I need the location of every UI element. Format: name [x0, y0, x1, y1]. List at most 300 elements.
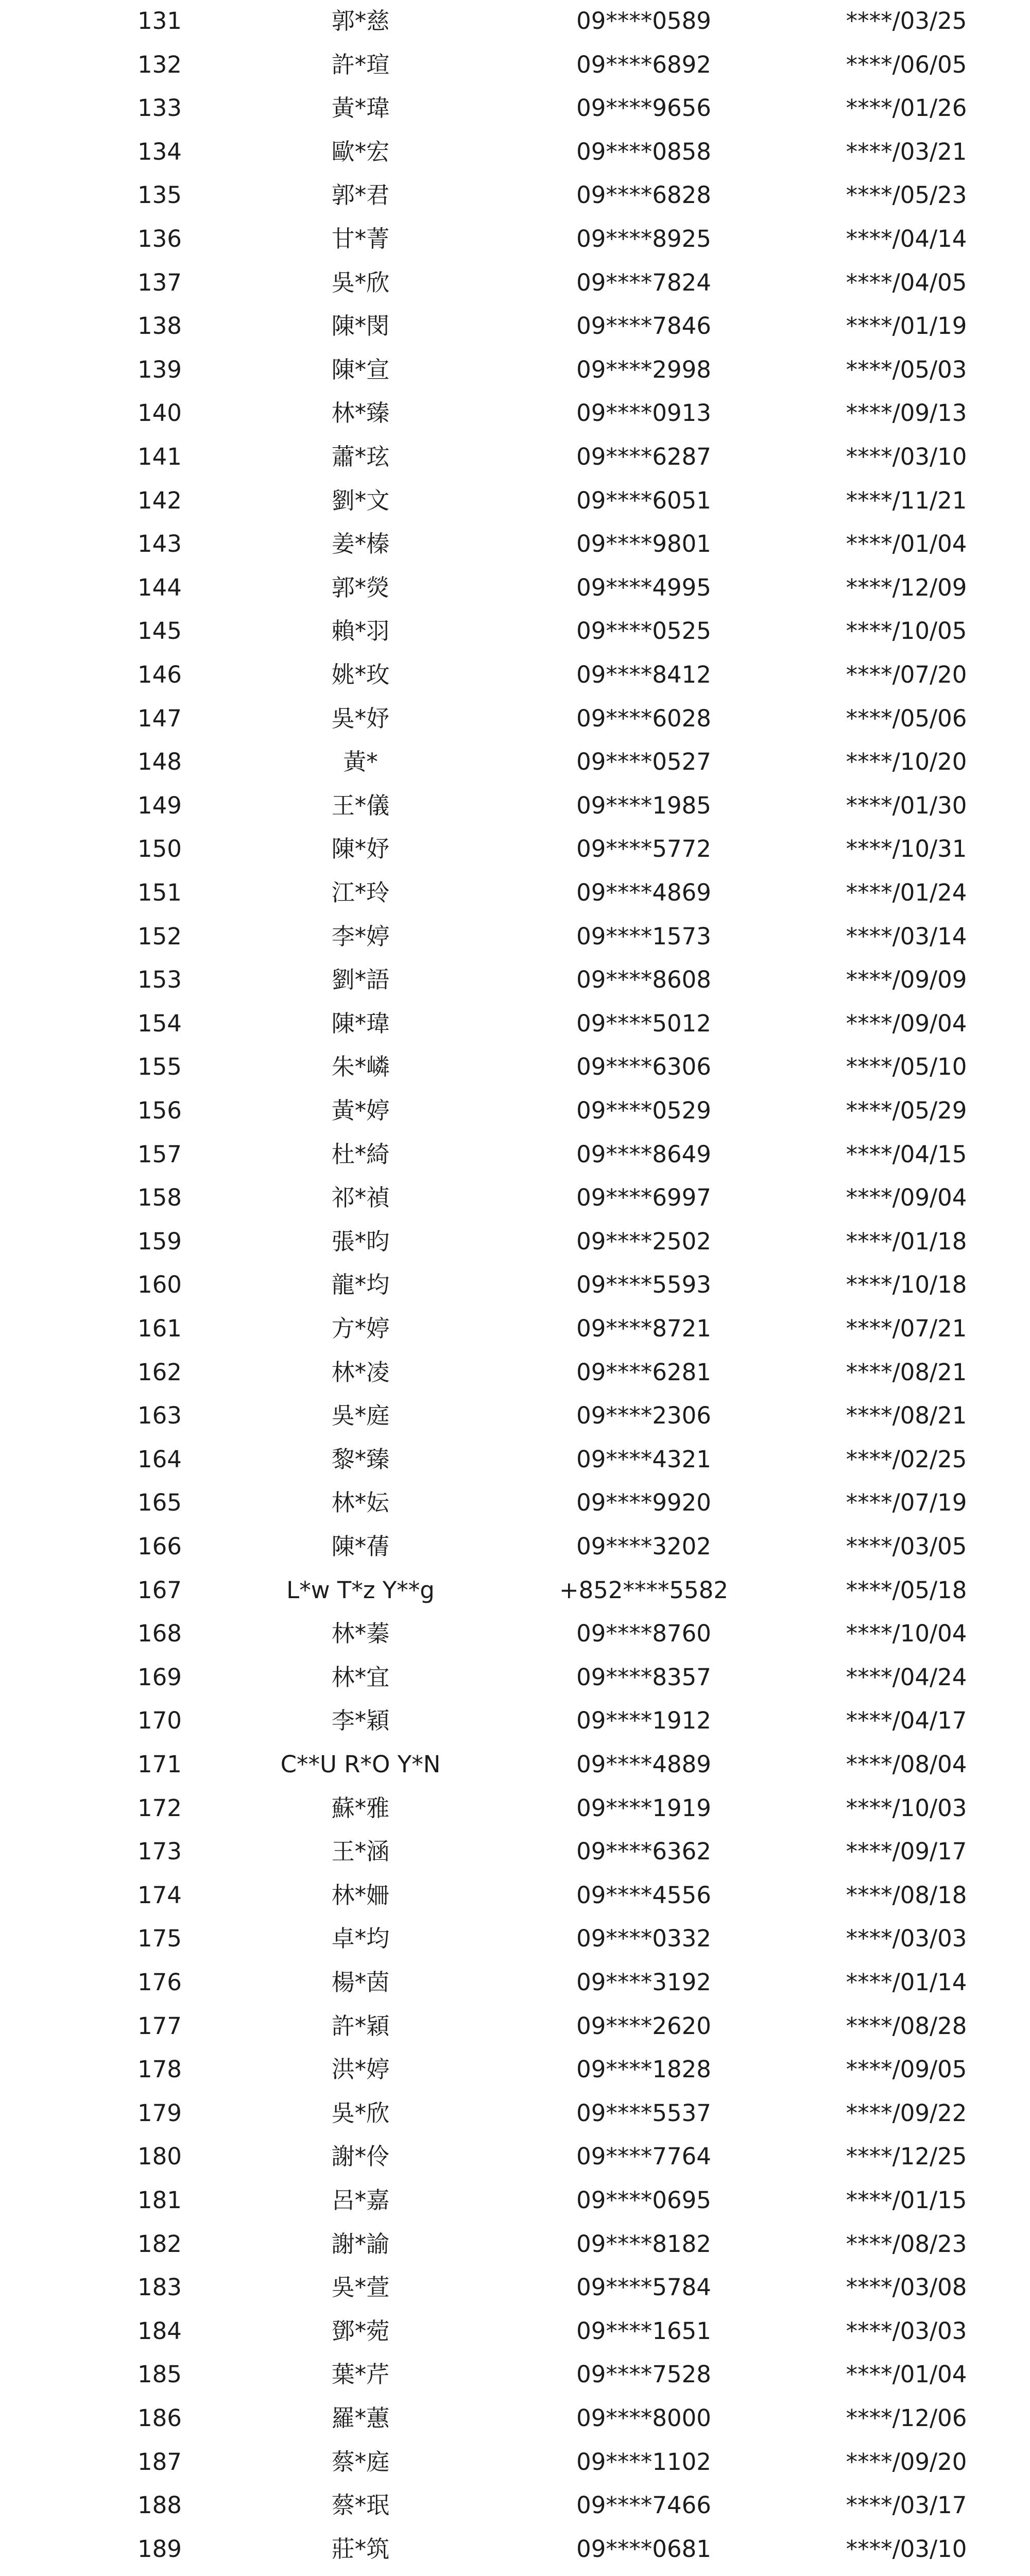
masked-phone: 09****4995	[576, 573, 711, 601]
masked-name: 劉*語	[331, 966, 390, 994]
masked-name: 吳*妤	[331, 704, 390, 732]
masked-name: 黎*臻	[331, 1445, 390, 1473]
row-number: 147	[138, 704, 182, 732]
masked-name: 呂*嘉	[331, 2187, 390, 2214]
row-number: 131	[138, 7, 182, 35]
masked-name: 謝*諭	[331, 2230, 390, 2258]
masked-phone: 09****1651	[576, 2317, 711, 2345]
row-number: 164	[138, 1445, 182, 1473]
masked-name: 林*凌	[331, 1358, 390, 1386]
masked-date: ****/08/28	[846, 2012, 967, 2040]
masked-phone: 09****2620	[576, 2012, 711, 2040]
masked-date: ****/04/14	[846, 225, 967, 252]
row-number: 172	[138, 1794, 182, 1822]
table-row	[0, 1089, 1030, 1133]
masked-date: ****/03/03	[846, 1925, 967, 1953]
masked-date: ****/05/10	[846, 1053, 967, 1081]
table-row	[0, 2223, 1030, 2266]
masked-date	[783, 2571, 1030, 2576]
masked-name: 陳*宣	[331, 355, 390, 383]
masked-date: ****/10/05	[846, 617, 967, 645]
masked-date: ****/03/17	[846, 2492, 967, 2519]
row-number: 166	[138, 1533, 182, 1560]
table-row	[0, 827, 1030, 871]
table-row	[0, 43, 1030, 87]
masked-name: 江*玲	[331, 879, 390, 906]
masked-date: ****/08/21	[846, 1402, 967, 1430]
masked-date: ****/04/24	[846, 1663, 967, 1691]
row-number: 141	[138, 443, 182, 470]
row-number: 173	[138, 1838, 182, 1866]
masked-phone: 09****7466	[576, 2492, 711, 2519]
masked-date: ****/09/04	[846, 1184, 967, 1212]
masked-phone: 09****6892	[576, 50, 711, 78]
masked-name: 郭*君	[331, 181, 390, 209]
masked-phone: 09****1102	[576, 2448, 711, 2476]
masked-name	[216, 2571, 505, 2576]
masked-name: 陳*瑋	[331, 1009, 390, 1037]
table-row	[0, 348, 1030, 392]
masked-phone: +852****5582	[559, 1576, 729, 1604]
table-row	[0, 174, 1030, 217]
masked-name: 杜*綺	[331, 1140, 390, 1168]
masked-phone: 09****6362	[576, 1838, 711, 1866]
table-row	[0, 1176, 1030, 1220]
masked-phone: 09****7846	[576, 312, 711, 340]
masked-date: ****/07/19	[846, 1489, 967, 1517]
masked-phone: 09****8721	[576, 1315, 711, 1342]
masked-date: ****/03/08	[846, 2274, 967, 2301]
masked-phone: 09****7764	[576, 2143, 711, 2171]
table-row	[0, 1220, 1030, 1264]
masked-date: ****/09/09	[846, 966, 967, 994]
masked-name: 葉*芹	[331, 2361, 390, 2388]
masked-date: ****/01/04	[846, 2361, 967, 2388]
table-row	[0, 958, 1030, 1002]
row-number: 148	[138, 748, 182, 776]
row-number: 142	[138, 486, 182, 514]
masked-name: 姜*榛	[331, 530, 390, 558]
masked-date: ****/02/25	[846, 1445, 967, 1473]
table-row	[0, 653, 1030, 697]
row-number: 163	[138, 1402, 182, 1430]
masked-phone: 09****5772	[576, 835, 711, 863]
row-number: 133	[138, 94, 182, 122]
table-row	[0, 1612, 1030, 1656]
masked-name: 羅*蕙	[331, 2404, 390, 2432]
row-number: 144	[138, 573, 182, 601]
masked-date: ****/01/19	[846, 312, 967, 340]
row-number: 171	[138, 1751, 182, 1778]
masked-date: ****/01/30	[846, 791, 967, 819]
masked-name: L*w T*z Y**g	[286, 1576, 435, 1604]
masked-name: 吳*萱	[331, 2274, 390, 2301]
row-number: 177	[138, 2012, 182, 2040]
masked-date: ****/10/04	[846, 1620, 967, 1648]
masked-name: 方*婷	[331, 1315, 390, 1342]
masked-date: ****/03/03	[846, 2317, 967, 2345]
masked-phone: 09****2998	[576, 355, 711, 383]
table-row	[0, 304, 1030, 348]
masked-date: ****/03/21	[846, 138, 967, 165]
masked-name: 許*瑄	[331, 50, 390, 78]
masked-phone: 09****8000	[576, 2404, 711, 2432]
masked-name: 楊*茵	[331, 1969, 390, 1996]
row-number: 153	[138, 966, 182, 994]
masked-name: 黃*	[343, 748, 378, 776]
table-row	[0, 2048, 1030, 2092]
masked-name: 歐*宏	[331, 138, 390, 165]
masked-name: 朱*嶙	[331, 1053, 390, 1081]
row-number: 183	[138, 2274, 182, 2301]
masked-phone: 09****1828	[576, 2056, 711, 2083]
masked-name: 洪*婷	[331, 2056, 390, 2083]
row-number: 179	[138, 2099, 182, 2127]
row-number: 139	[138, 355, 182, 383]
table-row	[0, 2266, 1030, 2310]
table-row	[0, 1002, 1030, 1046]
table-row	[0, 1307, 1030, 1351]
masked-phone: 09****7824	[576, 268, 711, 296]
masked-date: ****/11/21	[846, 486, 967, 514]
masked-phone: 09****2502	[576, 1227, 711, 1255]
masked-name: 黃*婷	[331, 1097, 390, 1124]
masked-name: 賴*羽	[331, 617, 390, 645]
table-row	[0, 1525, 1030, 1569]
table-row	[0, 87, 1030, 130]
masked-date: ****/01/18	[846, 1227, 967, 1255]
masked-phone: 09****4869	[576, 879, 711, 906]
masked-name: 王*涵	[331, 1838, 390, 1866]
masked-date: ****/08/18	[846, 1881, 967, 1909]
row-number: 135	[138, 181, 182, 209]
masked-phone: 09****0858	[576, 138, 711, 165]
masked-phone: 09****8760	[576, 1620, 711, 1648]
masked-name: 黃*瑋	[331, 94, 390, 122]
masked-name: 吳*欣	[331, 2099, 390, 2127]
table-row	[0, 2571, 1030, 2576]
masked-date: ****/10/18	[846, 1271, 967, 1299]
masked-date: ****/05/23	[846, 181, 967, 209]
table-row	[0, 261, 1030, 305]
table-row	[0, 522, 1030, 566]
masked-date: ****/04/05	[846, 268, 967, 296]
masked-phone: 09****6028	[576, 704, 711, 732]
masked-phone: 09****1912	[576, 1707, 711, 1735]
masked-name: 吳*欣	[331, 268, 390, 296]
row-number: 175	[138, 1925, 182, 1953]
row-number: 187	[138, 2448, 182, 2476]
masked-date: ****/10/31	[846, 835, 967, 863]
table-row	[0, 1438, 1030, 1482]
masked-phone: 09****3192	[576, 1969, 711, 1996]
row-number: 158	[138, 1184, 182, 1212]
row-number: 181	[138, 2187, 182, 2214]
masked-date: ****/01/04	[846, 530, 967, 558]
masked-name: 祁*禎	[331, 1184, 390, 1212]
row-number: 151	[138, 879, 182, 906]
masked-date: ****/04/15	[846, 1140, 967, 1168]
masked-phone: 09****5012	[576, 1009, 711, 1037]
masked-date: ****/10/03	[846, 1794, 967, 1822]
row-number: 152	[138, 922, 182, 950]
masked-date: ****/08/23	[846, 2230, 967, 2258]
table-row	[0, 130, 1030, 174]
masked-name: 林*妘	[331, 1489, 390, 1517]
masked-phone: 09****4889	[576, 1751, 711, 1778]
masked-phone: 09****1985	[576, 791, 711, 819]
table-row	[0, 871, 1030, 915]
masked-name: 卓*均	[331, 1925, 390, 1953]
row-number: 154	[138, 1009, 182, 1037]
masked-phone: 09****6281	[576, 1358, 711, 1386]
masked-phone: 09****9656	[576, 94, 711, 122]
masked-date: ****/10/20	[846, 748, 967, 776]
masked-name: 姚*玫	[331, 661, 390, 688]
table-row	[0, 2092, 1030, 2136]
masked-phone: 09****5537	[576, 2099, 711, 2127]
masked-name: 林*姍	[331, 1881, 390, 1909]
row-number: 174	[138, 1881, 182, 1909]
row-number: 136	[138, 225, 182, 252]
table-row	[0, 1830, 1030, 1874]
table-row	[0, 915, 1030, 959]
row-number: 185	[138, 2361, 182, 2388]
row-number: 168	[138, 1620, 182, 1648]
row-number: 157	[138, 1140, 182, 1168]
masked-name: 劉*文	[331, 486, 390, 514]
row-number: 155	[138, 1053, 182, 1081]
table-row	[0, 2310, 1030, 2353]
masked-date: ****/09/22	[846, 2099, 967, 2127]
table-row	[0, 217, 1030, 261]
table-row	[0, 1045, 1030, 1089]
table-row	[0, 1394, 1030, 1438]
row-number: 160	[138, 1271, 182, 1299]
table-row	[0, 392, 1030, 435]
masked-phone: 09****8608	[576, 966, 711, 994]
masked-name: 王*儀	[331, 791, 390, 819]
masked-date: ****/01/24	[846, 879, 967, 906]
masked-date: ****/03/10	[846, 443, 967, 470]
masked-name: 陳*閔	[331, 312, 390, 340]
masked-phone: 09****6051	[576, 486, 711, 514]
table-row	[0, 1263, 1030, 1307]
masked-date: ****/01/15	[846, 2187, 967, 2214]
masked-name: 蔡*庭	[331, 2448, 390, 2476]
masked-date: ****/05/18	[846, 1576, 967, 1604]
masked-name: 林*臻	[331, 399, 390, 427]
row-number: 156	[138, 1097, 182, 1124]
row-number: 161	[138, 1315, 182, 1342]
row-number: 159	[138, 1227, 182, 1255]
masked-date: ****/03/14	[846, 922, 967, 950]
row-number: 137	[138, 268, 182, 296]
masked-name: 甘*菁	[331, 225, 390, 252]
masked-phone: 09****0525	[576, 617, 711, 645]
masked-phone: 09****2306	[576, 1402, 711, 1430]
masked-phone: 09****0695	[576, 2187, 711, 2214]
masked-date: ****/05/06	[846, 704, 967, 732]
table-row	[0, 2441, 1030, 2484]
masked-phone: 09****5593	[576, 1271, 711, 1299]
row-number: 146	[138, 661, 182, 688]
row-number: 176	[138, 1969, 182, 1996]
table-row	[0, 609, 1030, 653]
masked-phone: 09****6828	[576, 181, 711, 209]
masked-date: ****/08/21	[846, 1358, 967, 1386]
row-number: 138	[138, 312, 182, 340]
masked-phone: 09****7528	[576, 2361, 711, 2388]
table-row	[0, 2005, 1030, 2048]
masked-phone: 09****6997	[576, 1184, 711, 1212]
masked-phone: 09****4321	[576, 1445, 711, 1473]
masked-phone: 09****8182	[576, 2230, 711, 2258]
row-number: 162	[138, 1358, 182, 1386]
masked-name: 張*昀	[331, 1227, 390, 1255]
row-number: 180	[138, 2143, 182, 2171]
masked-phone: 09****5784	[576, 2274, 711, 2301]
masked-phone: 09****1919	[576, 1794, 711, 1822]
masked-date: ****/01/26	[846, 94, 967, 122]
masked-date: ****/05/29	[846, 1097, 967, 1124]
masked-date: ****/08/04	[846, 1751, 967, 1778]
masked-date: ****/12/06	[846, 2404, 967, 2432]
row-number	[103, 2571, 216, 2576]
masked-name: 莊*筑	[331, 2535, 390, 2563]
masked-phone: 09****1573	[576, 922, 711, 950]
masked-phone: 09****0529	[576, 1097, 711, 1124]
masked-date: ****/05/03	[846, 355, 967, 383]
row-number: 182	[138, 2230, 182, 2258]
table-row	[0, 1874, 1030, 1918]
masked-name: 蘇*雅	[331, 1794, 390, 1822]
table-row	[0, 2484, 1030, 2528]
row-number: 167	[138, 1576, 182, 1604]
row-number: 140	[138, 399, 182, 427]
masked-phone: 09****0332	[576, 1925, 711, 1953]
masked-name: 許*穎	[331, 2012, 390, 2040]
table-row	[0, 1787, 1030, 1831]
row-number: 188	[138, 2492, 182, 2519]
masked-phone: 09****0527	[576, 748, 711, 776]
table-row	[0, 479, 1030, 523]
row-number: 145	[138, 617, 182, 645]
row-number: 134	[138, 138, 182, 165]
masked-date: ****/09/20	[846, 2448, 967, 2476]
masked-date: ****/07/21	[846, 1315, 967, 1342]
masked-date: ****/06/05	[846, 50, 967, 78]
masked-name: 林*蓁	[331, 1620, 390, 1648]
table-row	[0, 1961, 1030, 2005]
masked-phone: 09****6306	[576, 1053, 711, 1081]
row-number: 170	[138, 1707, 182, 1735]
masked-name: 謝*伶	[331, 2143, 390, 2171]
table-row	[0, 1743, 1030, 1787]
table-row	[0, 1656, 1030, 1700]
masked-date: ****/04/17	[846, 1707, 967, 1735]
row-number: 178	[138, 2056, 182, 2083]
row-number: 186	[138, 2404, 182, 2432]
masked-date: ****/09/17	[846, 1838, 967, 1866]
masked-name: 蔡*珉	[331, 2492, 390, 2519]
masked-phone: 09****9801	[576, 530, 711, 558]
table-row	[0, 1917, 1030, 1961]
masked-date: ****/07/20	[846, 661, 967, 688]
table-row	[0, 0, 1030, 43]
table-row	[0, 1133, 1030, 1177]
table-row	[0, 740, 1030, 784]
masked-name: 郭*慈	[331, 7, 390, 35]
masked-phone: 09****0681	[576, 2535, 711, 2563]
table-row	[0, 2353, 1030, 2397]
masked-date: ****/03/25	[846, 7, 967, 35]
masked-phone: 09****0589	[576, 7, 711, 35]
row-number: 169	[138, 1663, 182, 1691]
masked-name: 林*宜	[331, 1663, 390, 1691]
masked-name: 陳*蒨	[331, 1533, 390, 1560]
masked-date: ****/03/05	[846, 1533, 967, 1560]
masked-name: 陳*妤	[331, 835, 390, 863]
table-row	[0, 1481, 1030, 1525]
masked-date: ****/09/04	[846, 1009, 967, 1037]
masked-phone: 09****6287	[576, 443, 711, 470]
masked-phone: 09****8357	[576, 1663, 711, 1691]
masked-date: ****/03/10	[846, 2535, 967, 2563]
table-row	[0, 1699, 1030, 1743]
row-number: 150	[138, 835, 182, 863]
row-number: 149	[138, 791, 182, 819]
table-row	[0, 2135, 1030, 2179]
table-row	[0, 2528, 1030, 2571]
row-number: 143	[138, 530, 182, 558]
table-row	[0, 697, 1030, 741]
table-row	[0, 566, 1030, 610]
masked-phone: 09****8412	[576, 661, 711, 688]
table-row	[0, 2179, 1030, 2223]
masked-date: ****/01/14	[846, 1969, 967, 1996]
masked-name: 李*穎	[331, 1707, 390, 1735]
masked-phone: 09****3202	[576, 1533, 711, 1560]
masked-phone: 09****8649	[576, 1140, 711, 1168]
table-row	[0, 1351, 1030, 1395]
masked-date: ****/09/13	[846, 399, 967, 427]
table-row	[0, 435, 1030, 479]
masked-phone: 09****9920	[576, 1489, 711, 1517]
masked-name: 鄧*菀	[331, 2317, 390, 2345]
masked-name: 龍*均	[331, 1271, 390, 1299]
masked-phone	[505, 2571, 783, 2576]
table-row	[0, 784, 1030, 828]
masked-date: ****/12/25	[846, 2143, 967, 2171]
masked-name: 李*婷	[331, 922, 390, 950]
masked-name: C**U R*O Y*N	[280, 1751, 441, 1778]
row-number: 189	[138, 2535, 182, 2563]
masked-date: ****/12/09	[846, 573, 967, 601]
row-number: 165	[138, 1489, 182, 1517]
row-number: 132	[138, 50, 182, 78]
masked-date: ****/09/05	[846, 2056, 967, 2083]
row-number: 184	[138, 2317, 182, 2345]
table-row	[0, 2397, 1030, 2441]
masked-phone: 09****0913	[576, 399, 711, 427]
table-row	[0, 1569, 1030, 1613]
masked-name: 郭*熒	[331, 573, 390, 601]
masked-phone: 09****4556	[576, 1881, 711, 1909]
masked-name: 蕭*玹	[331, 443, 390, 470]
masked-name: 吳*庭	[331, 1402, 390, 1430]
masked-phone: 09****8925	[576, 225, 711, 252]
